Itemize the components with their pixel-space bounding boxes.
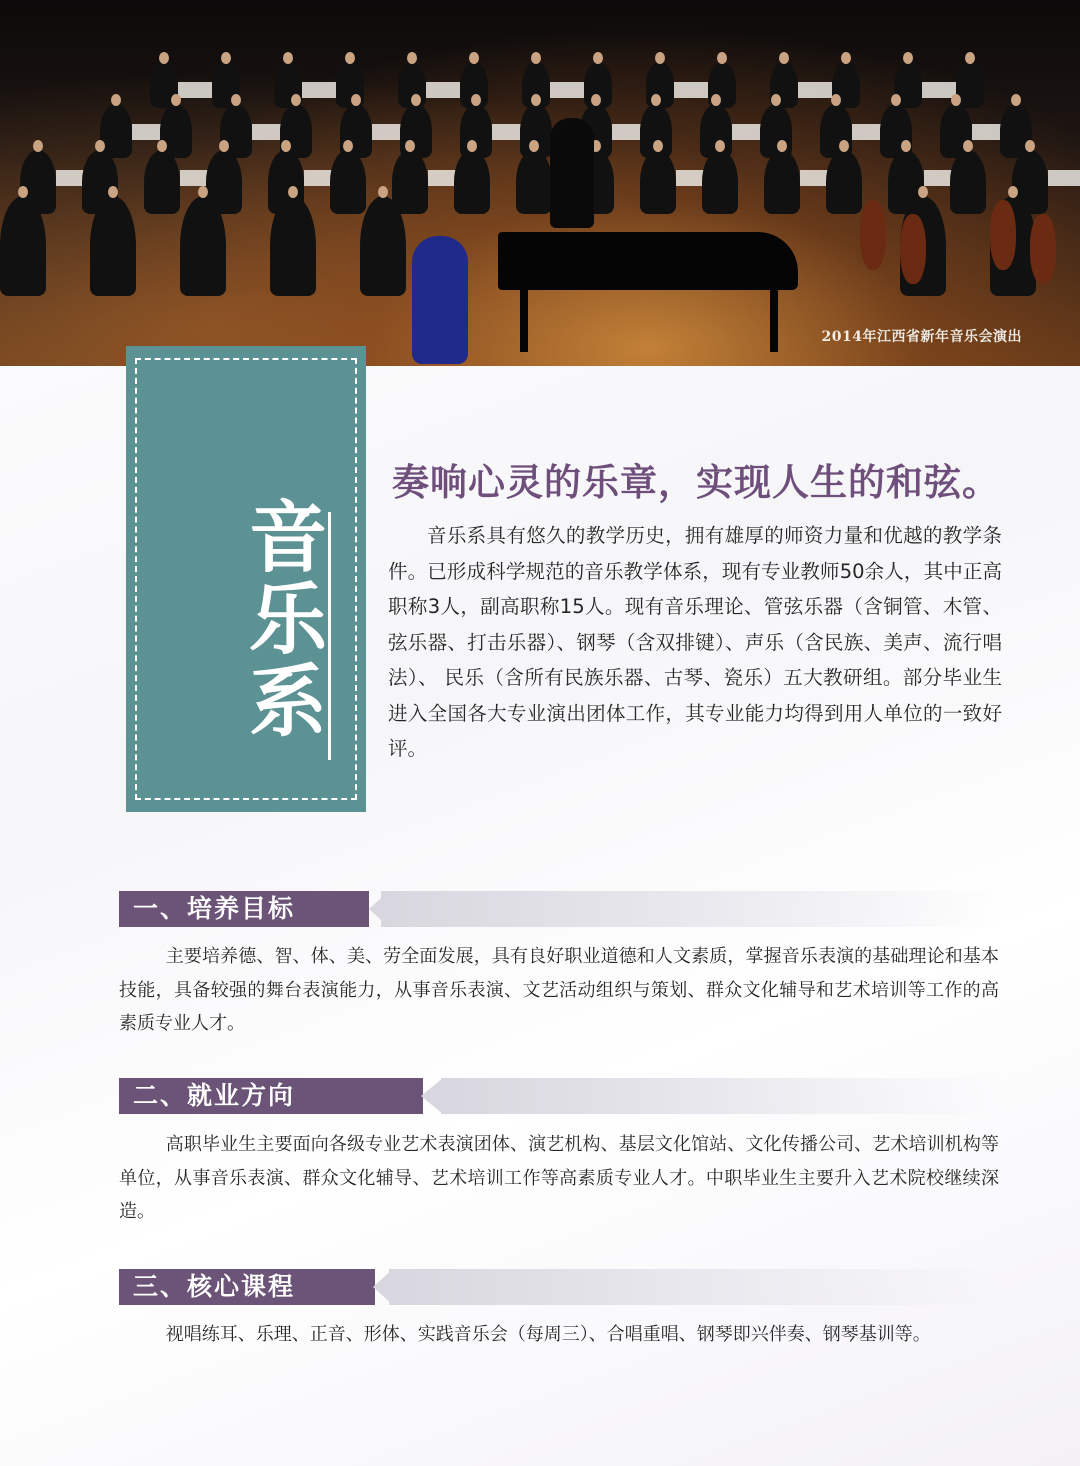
musician-face [593, 52, 603, 64]
cello-shape [1030, 214, 1056, 284]
musician-face [469, 52, 479, 64]
cello-shape [900, 214, 926, 284]
musician-face [407, 52, 417, 64]
musician-face [901, 140, 911, 152]
musician-face [283, 52, 293, 64]
musician-face [108, 186, 118, 198]
musician-face [231, 94, 241, 106]
musician-face [715, 140, 725, 152]
section-heading: 一、培养目标 [119, 891, 369, 927]
title-divider [328, 512, 331, 760]
musician-face [157, 140, 167, 152]
musician-silhouette [330, 150, 366, 214]
musician-face [653, 140, 663, 152]
musician-face [777, 140, 787, 152]
music-stand [798, 82, 832, 98]
musician-face [831, 94, 841, 106]
music-stand [1048, 170, 1080, 186]
music-stand [674, 82, 708, 98]
hero-photo [0, 0, 1080, 366]
music-stand [178, 82, 212, 98]
cello-shape [990, 200, 1016, 270]
musician-silhouette [180, 196, 226, 296]
musician-face [378, 186, 388, 198]
musician-face [771, 94, 781, 106]
musician-face [918, 186, 928, 198]
musician-face [591, 94, 601, 106]
section-heading: 三、核心课程 [119, 1269, 375, 1305]
musician-silhouette [516, 150, 552, 214]
musician-face [651, 94, 661, 106]
header-band [381, 891, 1001, 927]
music-stand [550, 82, 584, 98]
piano-leg [520, 282, 528, 352]
musician-face [951, 94, 961, 106]
music-stand [426, 82, 460, 98]
header-arrow [373, 1269, 393, 1305]
musician-face [198, 186, 208, 198]
department-slogan: 奏响心灵的乐章，实现人生的和弦。 [392, 460, 1000, 504]
musician-silhouette [90, 196, 136, 296]
musician-silhouette [270, 196, 316, 296]
musician-face [839, 140, 849, 152]
section-body-goals: 主要培养德、智、体、美、劳全面发展，具有良好职业道德和人文素质，掌握音乐表演的基础理论和基本技能，具备较强的舞台表演能力，从事音乐表演、文艺活动组织与策划、群众文化辅导和艺术培训等工作的高素质专业人才。 [119, 946, 999, 1034]
musician-face [111, 94, 121, 106]
header-arrow [421, 1078, 443, 1114]
musician-face [779, 52, 789, 64]
music-stand [302, 82, 336, 98]
department-intro: 音乐系具有悠久的教学历史，拥有雄厚的师资力量和优越的教学条件。已形成科学规范的音乐教学体系，现有专业教师50余人，其中正高职称3人，副高职称15人。现有音乐理论、管弦乐器（含铜管、木管、弦乐器、打击乐器）、钢琴（含双排键）、声乐（含民族、美声、流行唱法）、 民乐（含所有民族乐器、古琴、瓷乐）五大教研组。部分毕业生进入全国各大专业演出团体工作，其专业能力均得到用人单位的一致好评。 [388, 524, 1002, 760]
musician-face [33, 140, 43, 152]
musician-silhouette [950, 150, 986, 214]
musician-face [903, 52, 913, 64]
musician-face [529, 140, 539, 152]
musician-silhouette [0, 196, 46, 296]
grand-piano [498, 232, 798, 290]
musician-face [891, 94, 901, 106]
musician-face [159, 52, 169, 64]
piano-leg [770, 282, 778, 352]
musician-face [471, 94, 481, 106]
header-band [389, 1269, 1001, 1305]
musician-silhouette [360, 196, 406, 296]
musician-face [965, 52, 975, 64]
musician-face [405, 140, 415, 152]
musician-face [281, 140, 291, 152]
musician-face [343, 140, 353, 152]
musician-face [655, 52, 665, 64]
musician-silhouette [640, 150, 676, 214]
conductor-figure [550, 118, 594, 228]
musician-face [1025, 140, 1035, 152]
musician-face [345, 52, 355, 64]
musician-face [288, 186, 298, 198]
section-body-employment: 高职毕业生主要面向各级专业艺术表演团体、演艺机构、基层文化馆站、文化传播公司、艺术培训机构等单位，从事音乐表演、群众文化辅导、艺术培训工作等高素质专业人才。中职毕业生主要升入艺术院校继续深造。 [119, 1134, 999, 1222]
musician-silhouette [764, 150, 800, 214]
musician-face [411, 94, 421, 106]
header-band [441, 1078, 1001, 1114]
musician-face [171, 94, 181, 106]
musician-face [1008, 186, 1018, 198]
musician-face [717, 52, 727, 64]
musician-face [219, 140, 229, 152]
musician-silhouette [144, 150, 180, 214]
musician-face [95, 140, 105, 152]
musician-silhouette [100, 104, 132, 158]
header-arrow [369, 891, 389, 927]
musician-face [221, 52, 231, 64]
musician-silhouette [454, 150, 490, 214]
musician-silhouette [826, 150, 862, 214]
musician-face [1011, 94, 1021, 106]
musician-silhouette [760, 104, 792, 158]
department-badge [126, 346, 366, 812]
musician-silhouette [702, 150, 738, 214]
section-heading: 二、就业方向 [119, 1078, 423, 1114]
musician-face [467, 140, 477, 152]
musician-face [18, 186, 28, 198]
musician-face [531, 94, 541, 106]
musician-face [531, 52, 541, 64]
cello-shape [860, 200, 886, 270]
musician-silhouette [392, 150, 428, 214]
department-title: 音乐系 [236, 496, 326, 742]
section-body-courses: 视唱练耳、乐理、正音、形体、实践音乐会（每周三）、合唱重唱、钢琴即兴伴奏、钢琴基训等。 [165, 1324, 931, 1345]
musician-face [963, 140, 973, 152]
pianist-figure [412, 236, 468, 364]
photo-caption: 2014年江西省新年音乐会演出 [821, 329, 1022, 345]
musician-face [841, 52, 851, 64]
musician-face [711, 94, 721, 106]
musician-face [291, 94, 301, 106]
musician-face [351, 94, 361, 106]
